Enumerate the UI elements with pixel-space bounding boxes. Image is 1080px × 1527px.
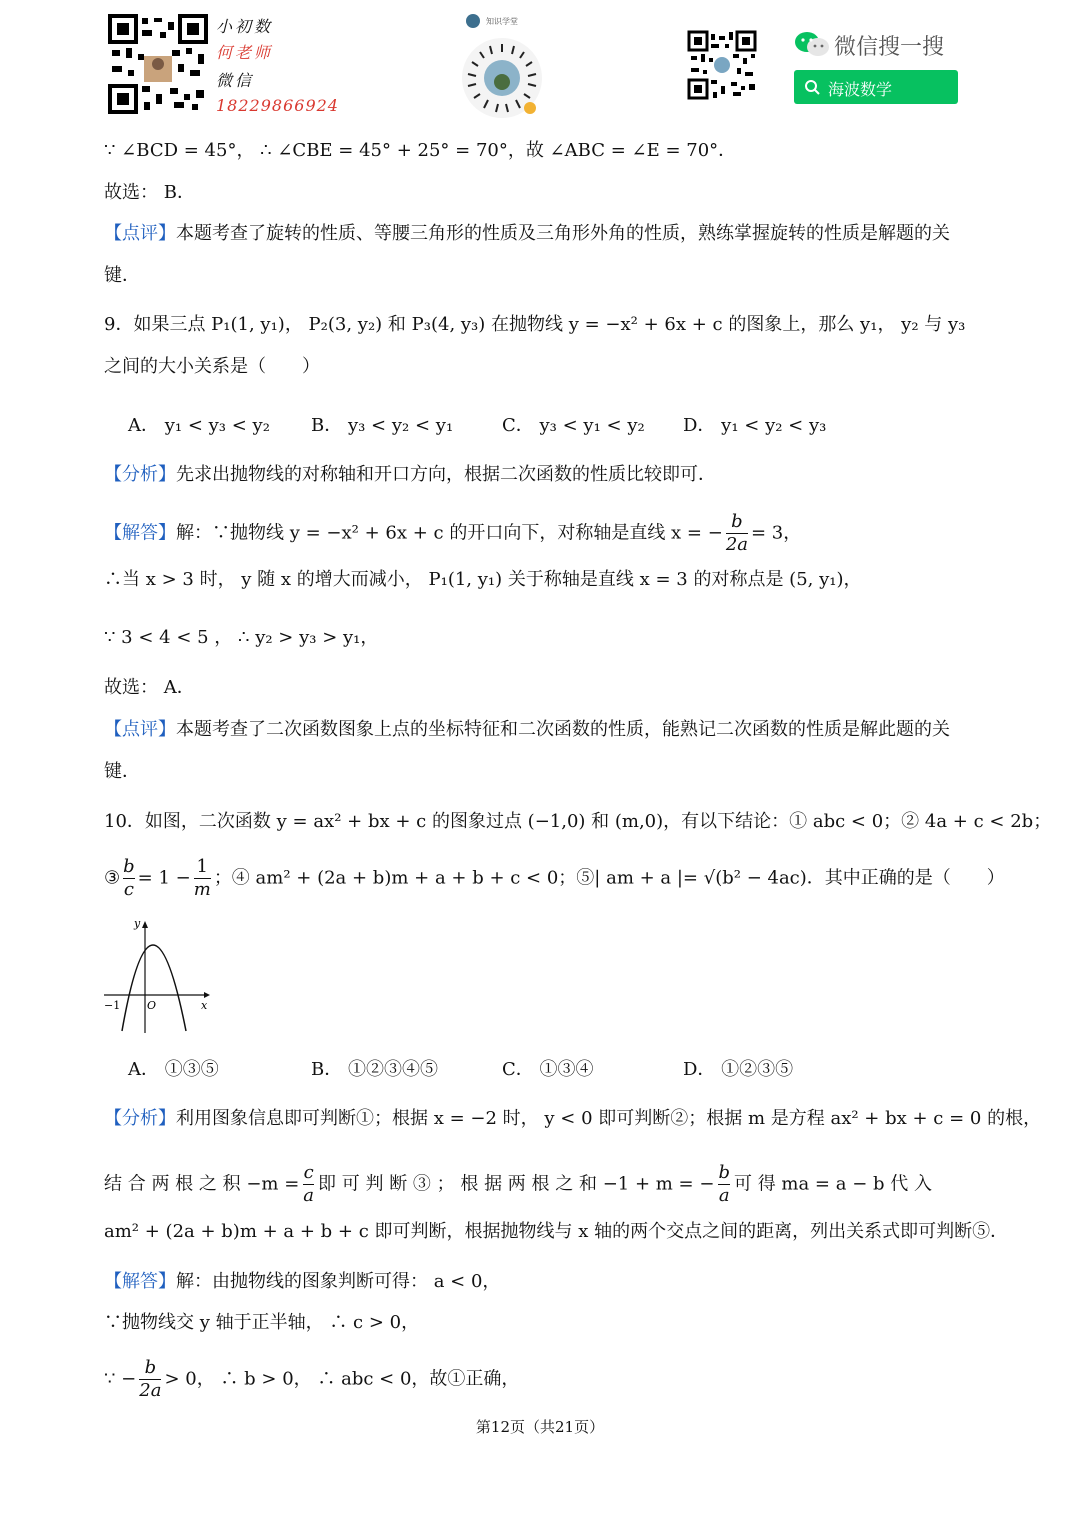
question-10-line-1: 10．如图，二次函数 y = ax² + bx + c 的图象过点 (−1,0) 和 (m,0)，有以下结论：① abc < 0；② 4a + c < 2b； [104,811,1052,832]
q10-answer-line-3 [104,1357,519,1402]
qr-code-teacher [108,14,208,114]
parabola-graph [100,915,215,1035]
q10-answer-line-1 [104,1270,500,1294]
fraction-num: b [718,1162,730,1183]
search-icon [804,79,820,95]
q10-option-d: D． ①②③⑤ [683,1059,794,1080]
answer-text: 解：由抛物线的图象判断可得： a < 0， [176,1271,501,1292]
y-label: y [134,917,141,930]
wechat-logo-icon [794,30,830,58]
analysis-text: 利用图象信息即可判断①；根据 x = −2 时， y < 0 即可判断②；根据 m 是方程 ax² + bx + c = 0 的根， [176,1108,1042,1129]
q10-answer-line-2: ∵抛物线交 y 轴于正半轴， ∴ c > 0， [104,1312,420,1333]
fraction-b-over-a [718,1162,730,1207]
choice-line-a: 故选： A． [104,677,195,698]
handwritten-line-2: 何老师 [216,43,274,62]
review-tag: 【点评】 [104,719,176,740]
mini-program-code [462,38,542,118]
review-text: 本题考查了旋转的性质、等腰三角形的性质及三角形外角的性质，熟练掌握旋转的性质是解题的关键． [104,223,950,286]
badge-text: 知识学堂 [486,17,518,26]
answer-tag: 【解答】 [104,522,176,544]
question-9: 9．如果三点 P₁(1, y₁)， P₂(3, y₂) 和 P₃(4, y₃) 在抛物线 y = −x² + 6x + c 的图象上，那么 y₁， y₂ 与 y₃ 之间的大小关系是（ ） [104,314,966,377]
handwritten-line-3: 微信 [216,71,255,90]
q10-equals: = 1 − [137,867,191,889]
fraction-1-over-m [194,856,211,901]
y-axis-arrow-icon [142,921,148,928]
wechat-search-query: 海波数学 [828,80,893,99]
q9-option-d: D． y₁ < y₂ < y₃ [683,415,827,436]
analysis-tag: 【分析】 [104,464,176,485]
parabola-curve [122,945,186,1031]
x-label: x [201,999,208,1012]
review-paragraph-1 [104,213,976,297]
analysis-part-c: 可 得 ma = a − b 代 入 [733,1173,932,1195]
x-axis-arrow-icon [204,992,210,998]
q10-analysis-line-3: am² + (2a + b)m + a + b + c 即可判断，根据抛物线与 x 轴的两个交点之间的距离，列出关系式即可判断⑤． [104,1221,1009,1242]
choice-line-b: 故选： B． [104,182,195,203]
fraction-den: 2a [725,534,748,555]
fraction-num: c [303,1162,314,1183]
answer-text: 解：∵抛物线 y = −x² + 6x + c 的开口向下，对称轴是直线 x = − [176,522,723,544]
fraction-c-over-a [303,1162,314,1207]
qr-code-wechat [687,30,757,100]
page-footer: 第12页（共21页） [475,1418,605,1436]
fraction-num: b [123,856,135,877]
fraction-den: 2a [139,1380,162,1401]
q9-option-b: B． y₃ < y₂ < y₁ [311,415,454,436]
handwritten-line-1: 小初数 [216,17,274,36]
q10-option-a: A． ①③⑤ [128,1059,219,1080]
fraction-b-over-2a [139,1357,161,1402]
q9-answer-line-1 [104,511,801,556]
q10-circled-3: ③ [104,867,121,889]
q9-answer-line-2: ∴当 x > 3 时， y 随 x 的增大而减小， P₁(1, y₁) 关于称轴是直线 x = 3 的对称点是 (5, y₁)， [104,569,862,590]
answer-post: > 0， ∴ b > 0， ∴ abc < 0，故①正确， [164,1368,520,1390]
analysis-part-b: 即 可 判 断 ③ ； 根 据 两 根 之 和 −1 + m = − [318,1173,715,1195]
fraction-den: a [718,1185,730,1206]
neg1-label: −1 [104,999,121,1012]
answer-tag: 【解答】 [104,1271,176,1292]
answer-pre: ∵ − [104,1368,137,1390]
handwritten-phone: 18229866924 [216,96,339,115]
fraction-num: 1 [194,856,211,879]
fraction-num: b [139,1357,161,1380]
solution-line-angle: ∵ ∠BCD = 45°， ∴ ∠CBE = 45° + 25° = 70°，故 ∠ABC = ∠E = 70°． [104,140,737,161]
wechat-search-button[interactable] [794,70,958,104]
review-text: 本题考查了二次函数图象上点的坐标特征和二次函数的性质，能熟记二次函数的性质是解此题的关键． [104,719,950,782]
analysis-part-a: 结 合 两 根 之 积 −m = [104,1173,300,1195]
fraction-den: a [303,1185,315,1206]
q10-analysis-line-2 [104,1162,932,1207]
q9-option-c: C． y₃ < y₁ < y₂ [502,415,645,436]
fraction-b-over-2a [726,511,748,556]
review-tag: 【点评】 [104,223,176,244]
answer-tail: = 3， [751,522,802,544]
fraction-num: b [726,511,748,534]
review-paragraph-2 [104,709,976,793]
analysis-tag: 【分析】 [104,1108,176,1129]
q10-option-c: C． ①③④ [502,1059,594,1080]
q10-rest: ；④ am² + (2a + b)m + a + b + c < 0；⑤| am + a |= √(b² − 4ac)．其中正确的是（ ） [213,867,1005,889]
q10-analysis-line-1 [104,1107,1041,1131]
mini-program-pattern-icon [462,38,542,118]
wechat-search-title: 微信搜一搜 [834,35,945,60]
fraction-b-over-c [123,856,135,901]
q9-analysis [104,463,716,487]
q9-option-a: A． y₁ < y₃ < y₂ [128,415,270,436]
analysis-text: 先求出抛物线的对称轴和开口方向，根据二次函数的性质比较即可． [176,464,716,485]
origin-label: O [147,999,157,1012]
q10-option-b: B． ①②③④⑤ [311,1059,438,1080]
badge-logo-icon [466,14,480,28]
q9-answer-line-3: ∵ 3 < 4 < 5 ， ∴ y₂ > y₃ > y₁， [104,627,379,648]
fraction-den: c [123,879,134,900]
fraction-den: m [193,879,211,900]
question-10-line-2 [104,856,1005,901]
